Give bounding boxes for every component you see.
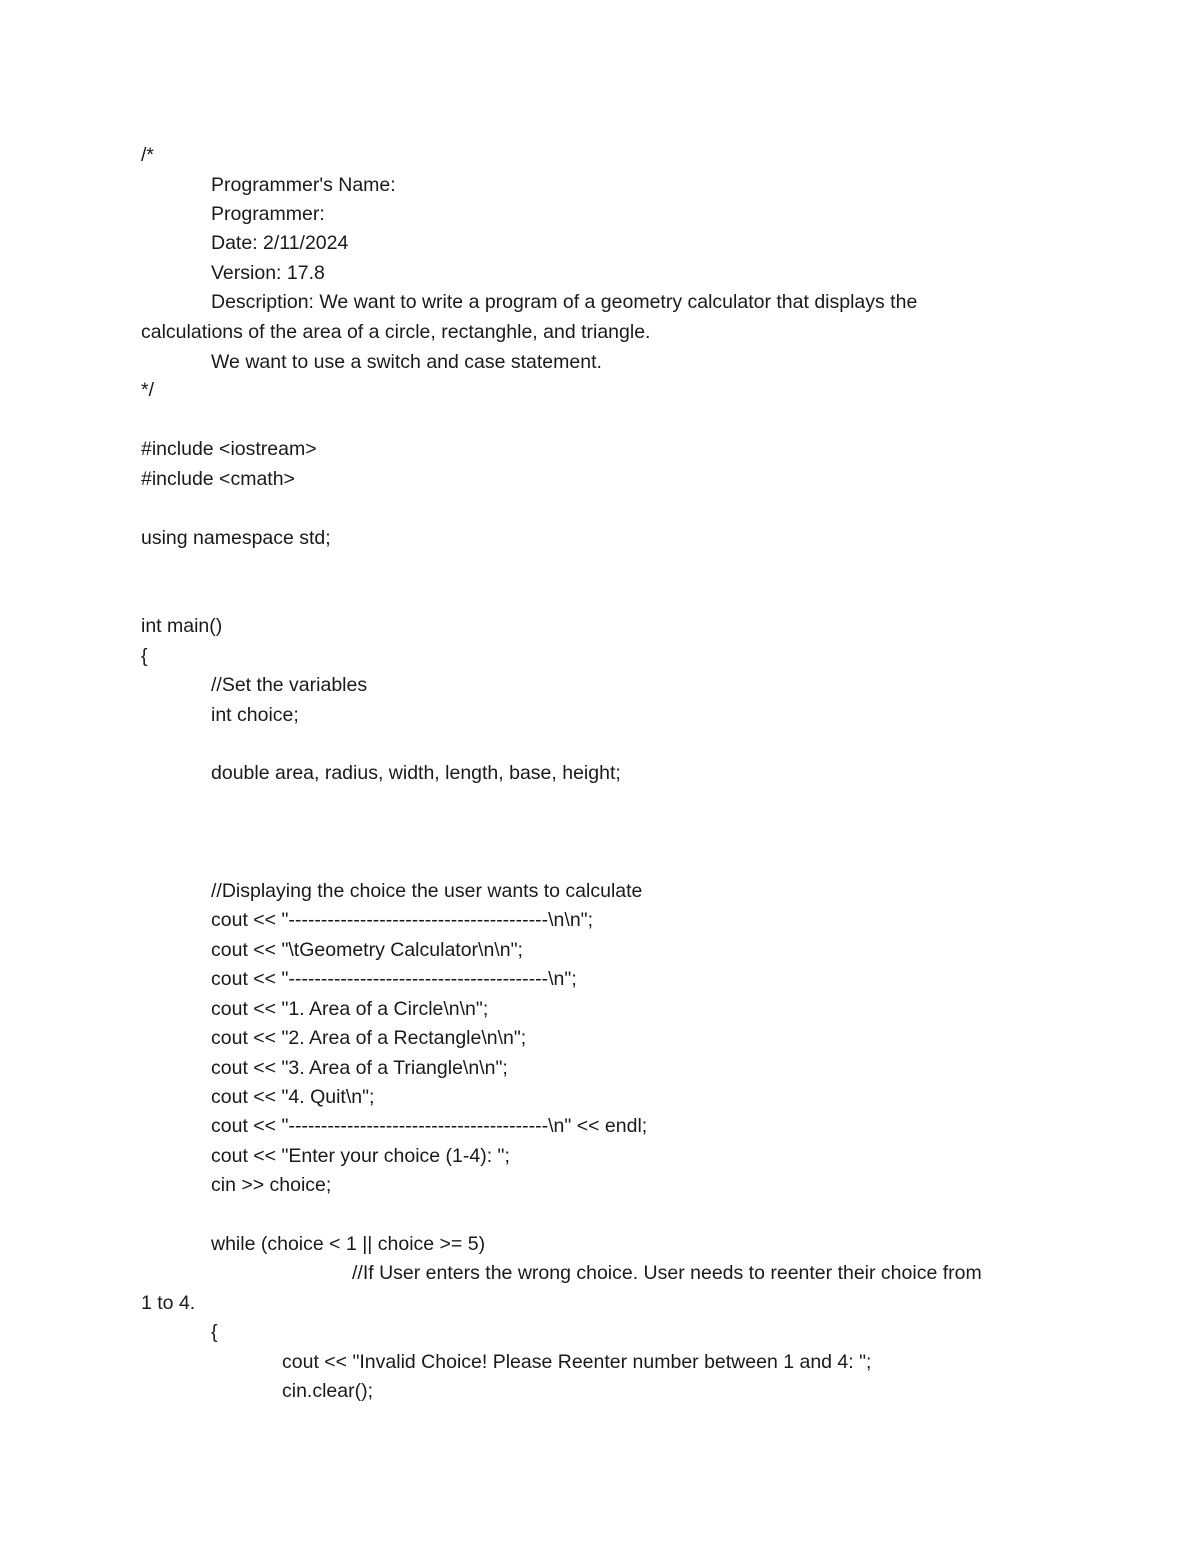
include-cmath: #include <cmath> [141,468,295,490]
cout-divider-2: cout << "----------------------------------------\n"; [211,968,577,990]
cout-divider-1: cout << "----------------------------------------\n\n"; [211,909,594,931]
main-signature: int main() [141,615,223,637]
reenter-comment: //If User enters the wrong choice. User needs to reenter their choice from [352,1262,982,1284]
date-line: Date: 2/11/2024 [211,232,349,254]
cin-clear: cin.clear(); [282,1380,374,1402]
cout-option-circle: cout << "1. Area of a Circle\n\n"; [211,998,489,1020]
version-line: Version: 17.8 [211,262,325,284]
cout-invalid-choice: cout << "Invalid Choice! Please Reenter number between 1 and 4: "; [282,1351,872,1373]
set-variables-comment: //Set the variables [211,674,368,696]
cout-option-triangle: cout << "3. Area of a Triangle\n\n"; [211,1057,508,1079]
description-line: Description: We want to write a program of a geometry calculator that displays the [211,291,918,313]
cout-divider-3: cout << "----------------------------------------\n" << endl; [211,1115,648,1137]
reenter-comment-continued: 1 to 4. [141,1292,196,1314]
cout-option-quit: cout << "4. Quit\n"; [211,1086,375,1108]
cout-option-rectangle: cout << "2. Area of a Rectangle\n\n"; [211,1027,527,1049]
using-namespace: using namespace std; [141,527,331,549]
programmer-line: Programmer: [211,203,325,225]
displaying-choice-comment: //Displaying the choice the user wants to calculate [211,880,643,902]
cout-enter-choice: cout << "Enter your choice (1-4): "; [211,1145,510,1167]
double-decl: double area, radius, width, length, base, height; [211,762,621,784]
cin-choice: cin >> choice; [211,1174,332,1196]
int-choice-decl: int choice; [211,704,299,726]
while-open-brace: { [211,1321,218,1343]
main-open-brace: { [141,645,148,667]
programmer-name-line: Programmer's Name: [211,174,396,196]
comment-open: /* [141,144,155,166]
cout-title: cout << "\tGeometry Calculator\n\n"; [211,939,523,961]
switch-case-line: We want to use a switch and case statement. [211,351,602,373]
include-iostream: #include <iostream> [141,438,317,460]
while-loop: while (choice < 1 || choice >= 5) [211,1233,486,1255]
comment-close: */ [141,379,155,401]
description-continued: calculations of the area of a circle, rectanghle, and triangle. [141,321,651,343]
